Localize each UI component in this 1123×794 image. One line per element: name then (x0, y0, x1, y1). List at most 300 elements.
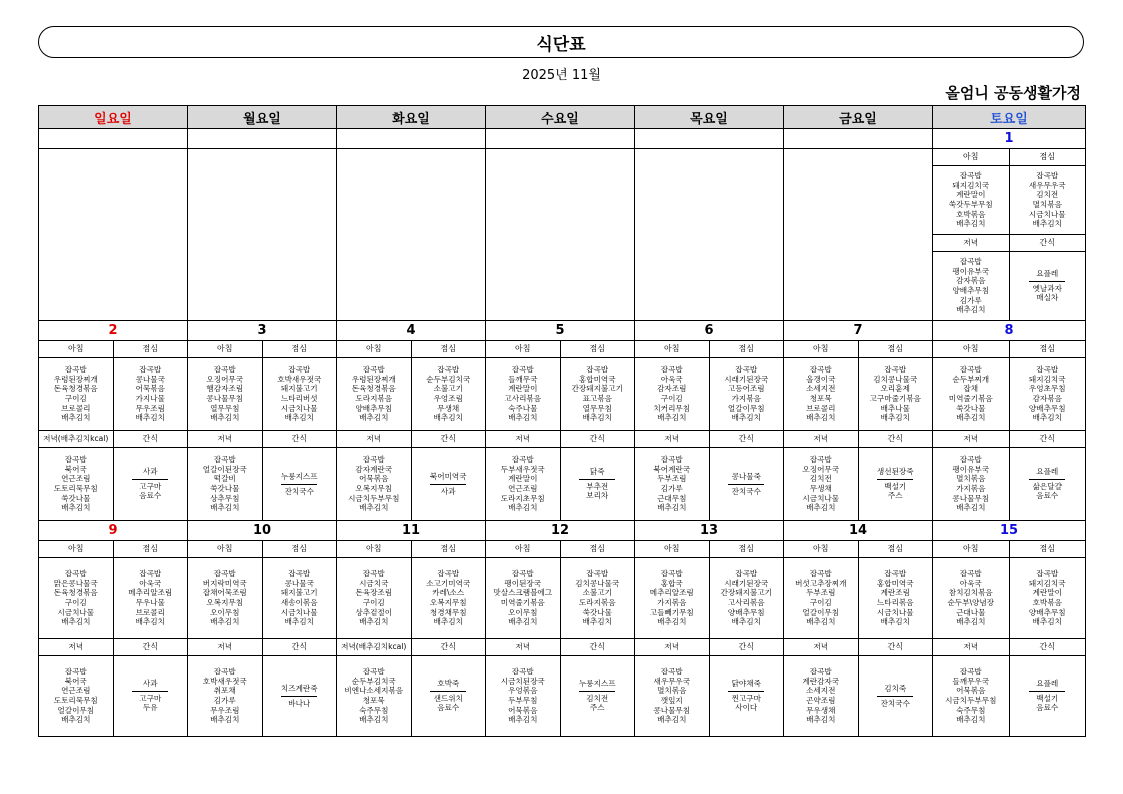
menu-item: 홍합미역국 (876, 578, 914, 588)
lunch-label: 점심 (887, 544, 903, 554)
dinner-label: 저녁 (337, 431, 411, 448)
day-number (188, 129, 337, 149)
menu-item: 오복지무침 (355, 484, 393, 493)
menu-item: 잡곡밥 (437, 365, 460, 375)
snack-label: 간식 (262, 639, 336, 656)
menu-item: 무우생채 (806, 705, 836, 715)
meal-grid (39, 541, 187, 736)
menu-item: 어묵볶음 (135, 384, 165, 394)
menu-item: 치커리무침 (653, 403, 691, 413)
meal-calendar (38, 105, 1086, 737)
menu-item: 구이김 (64, 394, 87, 403)
menu-item: 순두부\양념장 (947, 598, 995, 607)
menu-item: 배추김치 (210, 503, 240, 513)
menu-item: 배추김치 (731, 413, 761, 423)
menu-item: 시금치나물 (57, 607, 95, 617)
lunch-menu (262, 358, 336, 431)
snack-menu (1009, 656, 1085, 737)
meal-grid (933, 541, 1085, 736)
menu-item: 김가루 (959, 295, 982, 305)
menu-item: 어묵볶음 (508, 705, 538, 715)
menu-item: 잡곡밥 (139, 569, 162, 579)
menu-item: 버지락미역국 (202, 578, 247, 588)
menu-item: 쑥갓나물 (956, 403, 986, 413)
menu-item: 샌드위치 (433, 693, 463, 703)
day-number: 12 (486, 521, 635, 541)
menu-item: 김치전 (1036, 190, 1059, 200)
lunch-label: 점심 (887, 344, 903, 354)
menu-item: 잡곡밥 (511, 569, 534, 579)
menu-item: 근대나물 (956, 607, 986, 617)
menu-item: 느타리버섯 (280, 394, 318, 403)
menu-item: 도라지볶음 (355, 394, 393, 403)
snack-divider (728, 691, 764, 692)
menu-item: 잡곡밥 (1036, 171, 1059, 181)
menu-item: 팽이된장국 (504, 578, 542, 588)
snack-divider (281, 696, 317, 697)
menu-item: 오복지무침 (429, 598, 467, 607)
menu-item: 새송이볶음 (280, 598, 318, 607)
menu-item: 보리차 (586, 491, 609, 501)
menu-item: 연근조림 (61, 686, 91, 696)
organization-name: 올엄니 공동생활가정 (945, 84, 1081, 102)
menu-item: 북어계란국 (653, 464, 691, 474)
day-meals (188, 541, 337, 737)
menu-item: 잡곡밥 (511, 365, 534, 375)
dinner-menu (635, 448, 709, 521)
menu-item: 시금치국 (359, 578, 389, 588)
breakfast-menu (337, 358, 411, 431)
weekday-sunday: 일요일 (39, 106, 188, 129)
menu-item: 미역줄기볶음 (500, 598, 545, 607)
snack-label: 간식 (709, 431, 783, 448)
snack-divider (1029, 479, 1065, 480)
menu-item: 오복지무침 (206, 598, 244, 607)
snack-label: 간식 (1009, 639, 1085, 656)
menu-item: 햄감자조림 (206, 384, 244, 394)
snack-label: 간식 (858, 431, 932, 448)
menu-item: 계란말이 (1032, 588, 1062, 598)
menu-item: 숙주무침 (359, 705, 389, 715)
lunch-label: 점심 (589, 544, 605, 554)
menu-item: 호박죽 (437, 679, 460, 689)
breakfast-menu (39, 358, 113, 431)
lunch-menu (113, 358, 187, 431)
menu-item: 무우조림 (210, 705, 240, 715)
dinner-label: 저녁 (188, 639, 262, 656)
menu-item: 소불고기 (582, 588, 612, 598)
dinner-label: 저녁 (188, 431, 262, 448)
month-subtitle: 2025년 11월 (522, 68, 601, 83)
day-number: 7 (784, 321, 933, 341)
snack-divider (430, 484, 466, 485)
menu-item: 두유 (142, 703, 158, 713)
menu-item: 삶은달걀 (1032, 481, 1062, 491)
meal-grid (486, 341, 634, 520)
menu-item: 배추김치 (956, 305, 986, 315)
menu-item: 북어미역국 (429, 471, 467, 481)
lunch-menu (709, 558, 783, 639)
menu-item: 시금치나물 (280, 607, 318, 617)
breakfast-label: 아침 (337, 341, 411, 358)
day-number: 6 (635, 321, 784, 341)
dinner-label: 저녁(배추김치kcal) (39, 431, 113, 448)
date-row (39, 521, 1086, 541)
menu-item: 무생채 (809, 484, 832, 493)
meal-grid (337, 541, 485, 736)
menu-item: 청경채무침 (429, 607, 467, 617)
menu-item: 연근조림 (61, 474, 91, 484)
menu-item: 백설기 (884, 481, 907, 491)
menu-item: 팽이유부국 (952, 266, 990, 276)
menu-item: 시래기된장국 (724, 374, 769, 384)
lunch-label: 점심 (738, 344, 754, 354)
dinner-label: 저녁 (39, 639, 113, 656)
menu-item: 호박볶음 (956, 209, 986, 219)
menu-item: 계란감자국 (802, 676, 840, 686)
menu-item: 잔치국수 (731, 486, 761, 496)
menu-item: 배추김치 (806, 503, 836, 513)
menu-item: 사이다 (735, 703, 758, 713)
menu-item: 팽이유부국 (952, 464, 990, 474)
menu-item: 잡곡밥 (213, 365, 236, 375)
weekday-friday: 금요일 (784, 106, 933, 129)
menu-item: 잔치국수 (880, 698, 910, 708)
breakfast-label: 아침 (337, 541, 411, 558)
menu-item: 오이무침 (508, 607, 538, 617)
day-number (784, 129, 933, 149)
menu-item: 가지볶음 (731, 394, 761, 403)
breakfast-label: 아침 (188, 341, 262, 358)
day-number: 15 (933, 521, 1086, 541)
menu-item: 소세지전 (806, 384, 836, 394)
menu-item: 잡곡밥 (213, 667, 236, 677)
snack-menu (113, 448, 187, 521)
menu-item: 아욱국 (959, 578, 982, 588)
menu-item: 찐고구마 (731, 693, 761, 703)
menu-item: 계란말이 (508, 384, 538, 394)
menu-item: 잡곡밥 (437, 569, 460, 579)
snack-label: 간식 (1009, 431, 1085, 448)
menu-item: 홍합국 (660, 578, 683, 588)
empty-day-cell (39, 149, 188, 321)
menu-item: 홍합미역국 (578, 374, 616, 384)
snack-divider (579, 691, 615, 692)
breakfast-label: 아침 (486, 541, 560, 558)
snack-label: 간식 (709, 639, 783, 656)
menu-item: 치즈계란죽 (280, 683, 318, 693)
menu-item: 배추김치 (210, 715, 240, 725)
menu-item: 배추김치 (508, 715, 538, 725)
menu-item: 잡곡밥 (288, 569, 311, 579)
menu-item: 소세지전 (806, 686, 836, 696)
menu-item: 고들빼기무침 (649, 607, 694, 617)
day-meals (933, 341, 1086, 521)
day-number: 2 (39, 321, 188, 341)
menu-item: 배추김치 (284, 413, 314, 423)
menu-item: 두부조림 (657, 474, 687, 484)
menu-item: 브로콜리 (61, 403, 91, 413)
snack-label: 간식 (411, 639, 485, 656)
menu-item: 잡곡밥 (1036, 365, 1059, 375)
menu-item: 감자볶음 (956, 276, 986, 286)
menu-item: 콩나물국 (135, 374, 165, 384)
weekday-saturday: 토요일 (933, 106, 1086, 129)
breakfast-menu (784, 358, 858, 431)
menu-item: 배추김치 (135, 617, 165, 627)
meal-grid (635, 341, 783, 520)
menu-item: 주스 (887, 491, 903, 501)
menu-item: 돈육장조림 (355, 588, 393, 598)
dinner-menu (337, 448, 411, 521)
menu-item: 음료수 (1036, 491, 1059, 501)
menu-item: 잡곡밥 (64, 667, 87, 677)
menu-item: 사과 (142, 467, 158, 477)
menu-item: 잡곡밥 (362, 569, 385, 579)
menu-item: 곤약조림 (806, 696, 836, 705)
menu-item: 간장돼지불고기 (571, 384, 623, 394)
menu-item: 누룽지스프 (280, 471, 318, 481)
day-number: 14 (784, 521, 933, 541)
day-number: 13 (635, 521, 784, 541)
menu-item: 사과 (440, 486, 456, 496)
meal-grid (635, 541, 783, 736)
menu-item: 청포묵 (809, 394, 832, 403)
menu-item: 김치죽 (884, 683, 907, 693)
day-meals (39, 341, 188, 521)
menu-item: 잡곡밥 (288, 365, 311, 375)
menu-item: 배추김치 (1032, 617, 1062, 627)
menu-item: 배추김치 (657, 617, 687, 627)
menu-item: 돼지불고기 (280, 588, 318, 598)
snack-divider (728, 484, 764, 485)
menu-item: 올갱이국 (806, 374, 836, 384)
meal-grid (784, 541, 932, 736)
menu-item: 돼지김치국 (952, 180, 990, 190)
menu-item: 무생채 (437, 403, 460, 413)
meal-grid (784, 341, 932, 520)
snack-label: 간식 (1009, 235, 1085, 252)
menu-item: 계란말이 (508, 474, 538, 484)
day-meals (784, 341, 933, 521)
menu-item: 고사리볶음 (727, 598, 765, 607)
menu-item: 잡채어묵조림 (202, 588, 247, 598)
menu-item: 열무무침 (210, 403, 240, 413)
date-row (39, 129, 1086, 149)
menu-item: 비엔나소세지볶음 (344, 686, 404, 696)
day-number: 9 (39, 521, 188, 541)
snack-menu (858, 656, 932, 737)
menu-item: 배추김치 (956, 219, 986, 229)
day-meals (337, 541, 486, 737)
meal-grid (933, 149, 1085, 320)
dinner-label: 저녁 (933, 639, 1009, 656)
menu-item: 시금치나물 (280, 403, 318, 413)
snack-menu (858, 448, 932, 521)
menu-item: 고구마줄기볶음 (869, 394, 921, 403)
day-number: 3 (188, 321, 337, 341)
weekday-wednesday: 수요일 (486, 106, 635, 129)
dinner-menu (39, 448, 113, 521)
page-title: 식단표 (38, 26, 1084, 58)
menu-item: 음료수 (1036, 703, 1059, 713)
menu-item: 김치콩나물국 (575, 578, 620, 588)
snack-divider (579, 479, 615, 480)
snack-menu (411, 656, 485, 737)
empty-day-cell (784, 149, 933, 321)
menu-item: 누룽지스프 (578, 679, 616, 689)
menu-item: 표고볶음 (582, 394, 612, 403)
menu-item: 바나나 (288, 698, 311, 708)
menu-item: 떡갈비 (213, 474, 236, 484)
menu-item: 배추김치 (359, 503, 389, 513)
menu-item: 배추김치 (135, 413, 165, 423)
menu-item: 닭죽 (589, 467, 605, 477)
menu-item: 호박새우젓국 (277, 374, 322, 384)
lunch-label: 점심 (440, 544, 456, 554)
menu-item: 사과 (142, 679, 158, 689)
menu-item: 돈육청경볶음 (53, 588, 98, 598)
menu-item: 잡채 (963, 384, 979, 394)
dinner-label: 저녁(배추김치kcal) (337, 639, 411, 656)
snack-divider (877, 696, 913, 697)
menu-item: 감자조림 (657, 384, 687, 394)
menu-item: 미역줄기볶음 (948, 394, 993, 403)
empty-day-cell (337, 149, 486, 321)
menu-item: 얼갈이된장국 (202, 464, 247, 474)
menu-item: 잡곡밥 (586, 365, 609, 375)
menu-item: 깻잎지 (660, 696, 683, 705)
menu-item: 근대무침 (657, 493, 687, 503)
menu-item: 어묵볶음 (359, 474, 389, 484)
snack-menu (560, 448, 634, 521)
menu-item: 북어국 (64, 464, 87, 474)
meal-grid (188, 541, 336, 736)
menu-item: 잡곡밥 (660, 569, 683, 579)
menu-item: 잡곡밥 (1036, 569, 1059, 579)
menu-item: 김가루 (213, 696, 236, 705)
menu-item: 배추김치 (210, 617, 240, 627)
menu-item: 카레\소스 (432, 588, 465, 598)
menu-item: 배추김치 (61, 503, 91, 513)
lunch-label: 점심 (1039, 544, 1055, 554)
menu-item: 가지볶음 (657, 598, 687, 607)
lunch-label: 점심 (1039, 152, 1055, 162)
day-number: 11 (337, 521, 486, 541)
menu-item: 콩나물죽 (731, 471, 761, 481)
dinner-menu (933, 448, 1009, 521)
snack-menu (1009, 252, 1085, 321)
lunch-menu (1009, 358, 1085, 431)
menu-item: 매실차 (1036, 293, 1059, 303)
weekday-tuesday: 화요일 (337, 106, 486, 129)
breakfast-menu (635, 358, 709, 431)
day-meals (933, 149, 1086, 321)
menu-item: 소고기미역국 (426, 578, 471, 588)
day-meals (337, 341, 486, 521)
menu-item: 어묵볶음 (956, 686, 986, 696)
menu-item: 배추나물 (880, 403, 910, 413)
menu-item: 김가루 (660, 484, 683, 493)
menu-item: 얼갈이무침 (727, 403, 765, 413)
menu-item: 배추김치 (284, 617, 314, 627)
menu-item: 잡곡밥 (735, 365, 758, 375)
breakfast-label: 아침 (784, 541, 858, 558)
menu-item: 구이김 (660, 394, 683, 403)
menu-item: 잡곡밥 (213, 569, 236, 579)
breakfast-label: 아침 (933, 541, 1009, 558)
meal-row (39, 541, 1086, 737)
menu-item: 시금치나물 (876, 607, 914, 617)
menu-item: 구이김 (362, 598, 385, 607)
menu-item: 소불고기 (433, 384, 463, 394)
lunch-menu (858, 558, 932, 639)
menu-item: 배추김치 (880, 413, 910, 423)
lunch-label: 점심 (440, 344, 456, 354)
breakfast-menu (933, 166, 1009, 235)
menu-item: 시래기된장국 (724, 578, 769, 588)
menu-item: 잡곡밥 (809, 455, 832, 465)
menu-item: 간장돼지불고기 (720, 588, 772, 598)
breakfast-menu (784, 558, 858, 639)
day-meals (784, 541, 933, 737)
menu-item: 잡곡밥 (64, 365, 87, 375)
menu-item: 느타리볶음 (876, 598, 914, 607)
lunch-label: 점심 (142, 344, 158, 354)
snack-label: 간식 (113, 431, 187, 448)
dinner-menu (784, 448, 858, 521)
lunch-menu (1009, 558, 1085, 639)
day-meals (486, 541, 635, 737)
dinner-label: 저녁 (784, 431, 858, 448)
breakfast-menu (933, 358, 1009, 431)
day-meals (486, 341, 635, 521)
weekday-header-row (39, 106, 1086, 129)
menu-item: 양배추무침 (1028, 607, 1066, 617)
menu-item: 우렁된장찌개 (351, 374, 396, 384)
breakfast-menu (188, 558, 262, 639)
menu-item: 김치전 (586, 693, 609, 703)
dinner-menu (337, 656, 411, 737)
menu-item: 취포채 (213, 686, 236, 696)
menu-item: 오징어무국 (802, 464, 840, 474)
meal-grid (188, 341, 336, 520)
menu-item: 우엉조림 (433, 394, 463, 403)
menu-item: 두부조림 (806, 588, 836, 598)
menu-item: 김치전 (809, 474, 832, 484)
breakfast-label: 아침 (933, 149, 1009, 166)
snack-divider (132, 691, 168, 692)
menu-item: 브로콜리 (135, 607, 165, 617)
menu-item: 잡곡밥 (884, 365, 907, 375)
menu-item: 양배추무침 (355, 403, 393, 413)
menu-item: 배추김치 (1032, 413, 1062, 423)
breakfast-label: 아침 (635, 541, 709, 558)
menu-item: 배추김치 (806, 413, 836, 423)
breakfast-label: 아침 (635, 341, 709, 358)
day-meals (635, 341, 784, 521)
menu-item: 메추리알조림 (649, 588, 694, 598)
breakfast-menu (188, 358, 262, 431)
meal-grid (486, 541, 634, 736)
meal-grid (39, 341, 187, 520)
menu-item: 멸치볶음 (956, 474, 986, 484)
menu-item: 얼갈이무침 (57, 705, 95, 715)
lunch-menu (411, 358, 485, 431)
dinner-menu (486, 656, 560, 737)
snack-menu (262, 656, 336, 737)
day-number: 5 (486, 321, 635, 341)
